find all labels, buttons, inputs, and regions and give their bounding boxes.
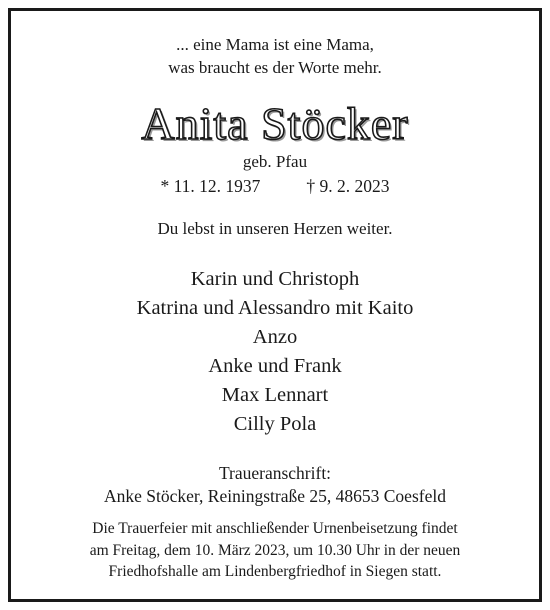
family-member: Anke und Frank <box>208 355 342 377</box>
mourning-address <box>11 462 539 508</box>
notice-line: am Freitag, dem 10. März 2023, um 10.30 Uhr in der neuen <box>89 541 461 559</box>
notice-line: Friedhofshalle am Lindenbergfriedhof in Siegen statt. <box>108 563 442 580</box>
family-member: Anzo <box>252 326 298 348</box>
notice-line: Die Trauerfeier mit anschließender Urnenbeisetzung findet <box>92 520 458 537</box>
family-member: Cilly Pola <box>233 413 317 435</box>
family-member: Katrina und Alessandro mit Kaito <box>136 297 414 319</box>
deceased-name: Anita Stöcker <box>141 98 409 149</box>
funeral-notice <box>11 518 539 583</box>
maiden-name: geb. Pfau <box>242 152 308 171</box>
address-label: Traueranschrift: <box>218 463 332 483</box>
poem <box>11 33 539 79</box>
poem-line: ... eine Mama ist eine Mama, <box>176 35 374 54</box>
family-list <box>11 265 539 439</box>
family-member: Max Lennart <box>221 384 329 406</box>
family-member: Karin und Christoph <box>190 268 360 290</box>
death-date: † 9. 2. 2023 <box>306 176 390 196</box>
address-value: Anke Stöcker, Reiningstraße 25, 48653 Coesfeld <box>104 486 446 506</box>
motto: Du lebst in unseren Herzen weiter. <box>157 219 393 238</box>
poem-line: was braucht es der Worte mehr. <box>168 58 382 77</box>
birth-date: * 11. 12. 1937 <box>160 176 261 196</box>
life-dates <box>11 174 539 198</box>
